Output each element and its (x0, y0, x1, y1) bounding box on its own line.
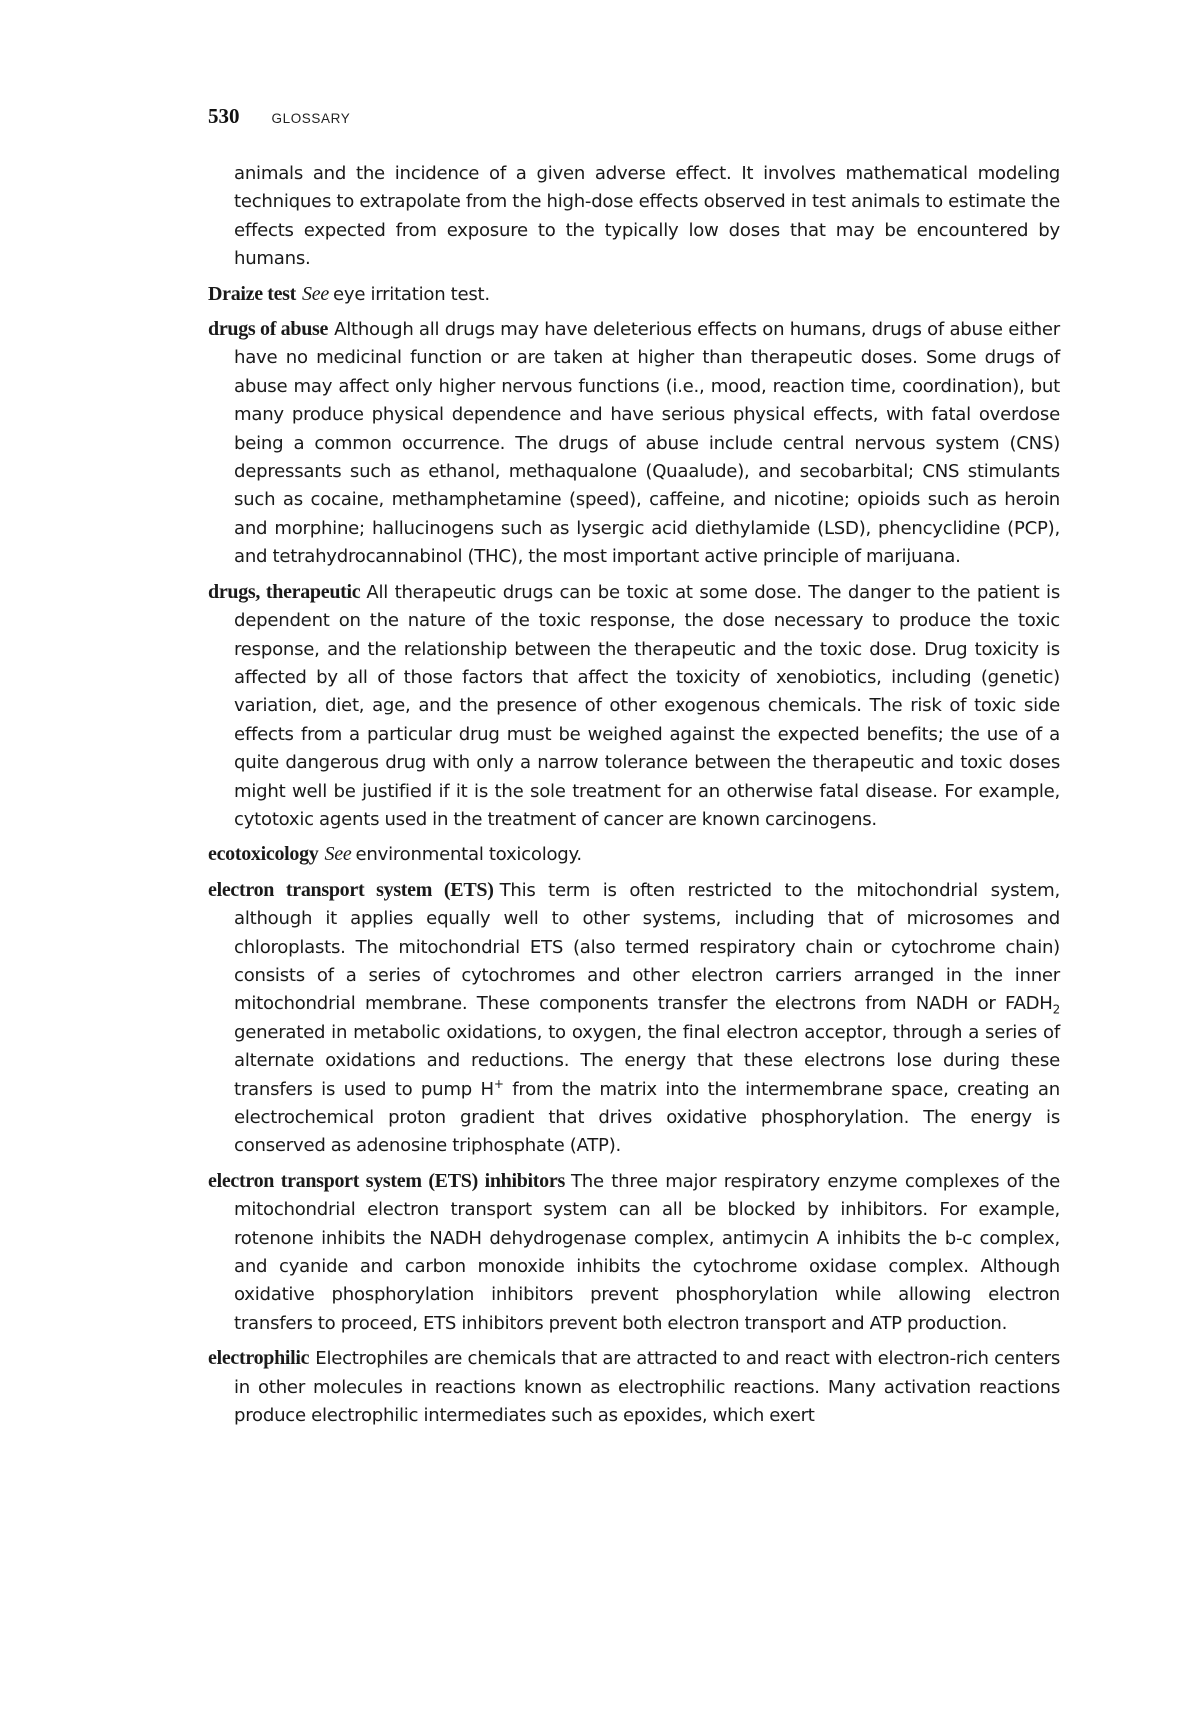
section-title: GLOSSARY (271, 111, 351, 126)
cross-reference-label: See (302, 282, 330, 305)
page-number: 530 (208, 104, 240, 128)
glossary-entry-drugs-of-abuse (208, 315, 1060, 572)
glossary-entry-ecotoxicology (208, 840, 1060, 869)
entry-definition: eye irritation test. (333, 283, 490, 305)
entry-definition-part: generated in metabolic oxidations, to oxygen, the final electron acceptor, through a series of alternate oxidations and reductions. The energy that these electrons lose during these transfers is used to pump H (234, 1021, 1060, 1100)
entry-definition: Electrophiles are chemicals that are attracted to and react with electron-rich centers in other molecules in reactions known as electrophilic reactions. Many activation reactions produce electrophilic intermediates such as epoxides, which exert (234, 1348, 1060, 1427)
entry-definition: The three major respiratory enzyme complexes of the mitochondrial electron transport system can all be blocked by inhibitors. For example, rotenone inhibits the NADH dehydrogenase complex, antimycin A inhibits the b-c complex, and cyanide and carbon monoxide inhibits the cytochrome oxidase complex. Although oxidative phosphorylation inhibitors prevent phosphorylation while allowing electron transfers to proceed, ETS inhibitors prevent both electron transport and ATP production. (234, 1170, 1060, 1334)
entry-term: electrophilic (208, 1347, 310, 1370)
glossary-entry-electrophilic (208, 1344, 1060, 1430)
entry-term: Draize test (208, 282, 297, 305)
entry-term: electron transport system (ETS) (208, 878, 494, 901)
entry-definition-part: This term is often restricted to the mitochondrial system, although it applies equally well to other systems, including that of microsomes and chloroplasts. The mitochondrial ETS (also termed respiratory chain or cytochrome chain) consists of a series of cytochromes and other electron carriers arranged in the inner mitochondrial membrane. These components transfer the electrons from NADH or FADH (234, 879, 1060, 1015)
cross-reference-label: See (324, 843, 352, 866)
entry-term: drugs, therapeutic (208, 580, 361, 603)
continued-definition: animals and the incidence of a given adverse effect. It involves mathematical modeling techniques to extrapolate from the high-dose effects observed in test animals to estimate the effects expected from exposure to the typically low doses that may be encountered by humans. (234, 163, 1060, 270)
entry-term: drugs of abuse (208, 318, 329, 341)
glossary-entry-drugs-therapeutic (208, 578, 1060, 835)
entry-definition-part: from the matrix into the intermembrane space, creating an electrochemical proton gradient that drives oxidative phosphorylation. The energy is conserved as adenosine triphosphate (ATP). (234, 1078, 1060, 1157)
running-head (208, 104, 350, 129)
superscript: + (493, 1076, 504, 1091)
entry-definition: All therapeutic drugs can be toxic at some dose. The danger to the patient is dependent on the nature of the toxic response, the dose necessary to produce the toxic response, and the relationship between the therapeutic and the toxic dose. Drug toxicity is affected by all of those factors that affect the toxicity of xenobiotics, including (genetic) variation, diet, age, and the presence of other exogenous chemicals. The risk of toxic side effects from a particular drug must be weighed against the expected benefits; the use of a quite dangerous drug with only a narrow tolerance between the therapeutic and toxic doses might well be justified if it is the sole treatment for an otherwise fatal disease. For example, cytotoxic agents used in the treatment of cancer are known carcinogens. (234, 581, 1060, 830)
glossary-entry-ets-inhibitors (208, 1167, 1060, 1338)
glossary-entry-draize-test (208, 280, 1060, 309)
glossary-entry-electron-transport-system (208, 876, 1060, 1161)
entry-definition: environmental toxicology. (355, 844, 582, 866)
entry-term: ecotoxicology (208, 843, 319, 866)
entry-definition: Although all drugs may have deleterious effects on humans, drugs of abuse either have no medicinal function or are taken at higher than therapeutic doses. Some drugs of abuse may affect only higher nervous functions (i.e., mood, reaction time, coordination), but many produce physical dependence and have serious physical effects, with fatal overdose being a common occurrence. The drugs of abuse include central nervous system (CNS) depressants such as ethanol, methaqualone (Quaalude), and secobarbital; CNS stimulants such as cocaine, methamphetamine (speed), caffeine, and nicotine; opioids such as heroin and morphine; hallucinogens such as lysergic acid diethylamide (LSD), phencyclidine (PCP), and tetrahydrocannabinol (THC), the most important active principle of marijuana. (234, 319, 1060, 568)
subscript: 2 (1052, 1002, 1060, 1017)
glossary-body (208, 160, 1060, 1436)
entry-term: electron transport system (ETS) inhibitors (208, 1169, 565, 1192)
